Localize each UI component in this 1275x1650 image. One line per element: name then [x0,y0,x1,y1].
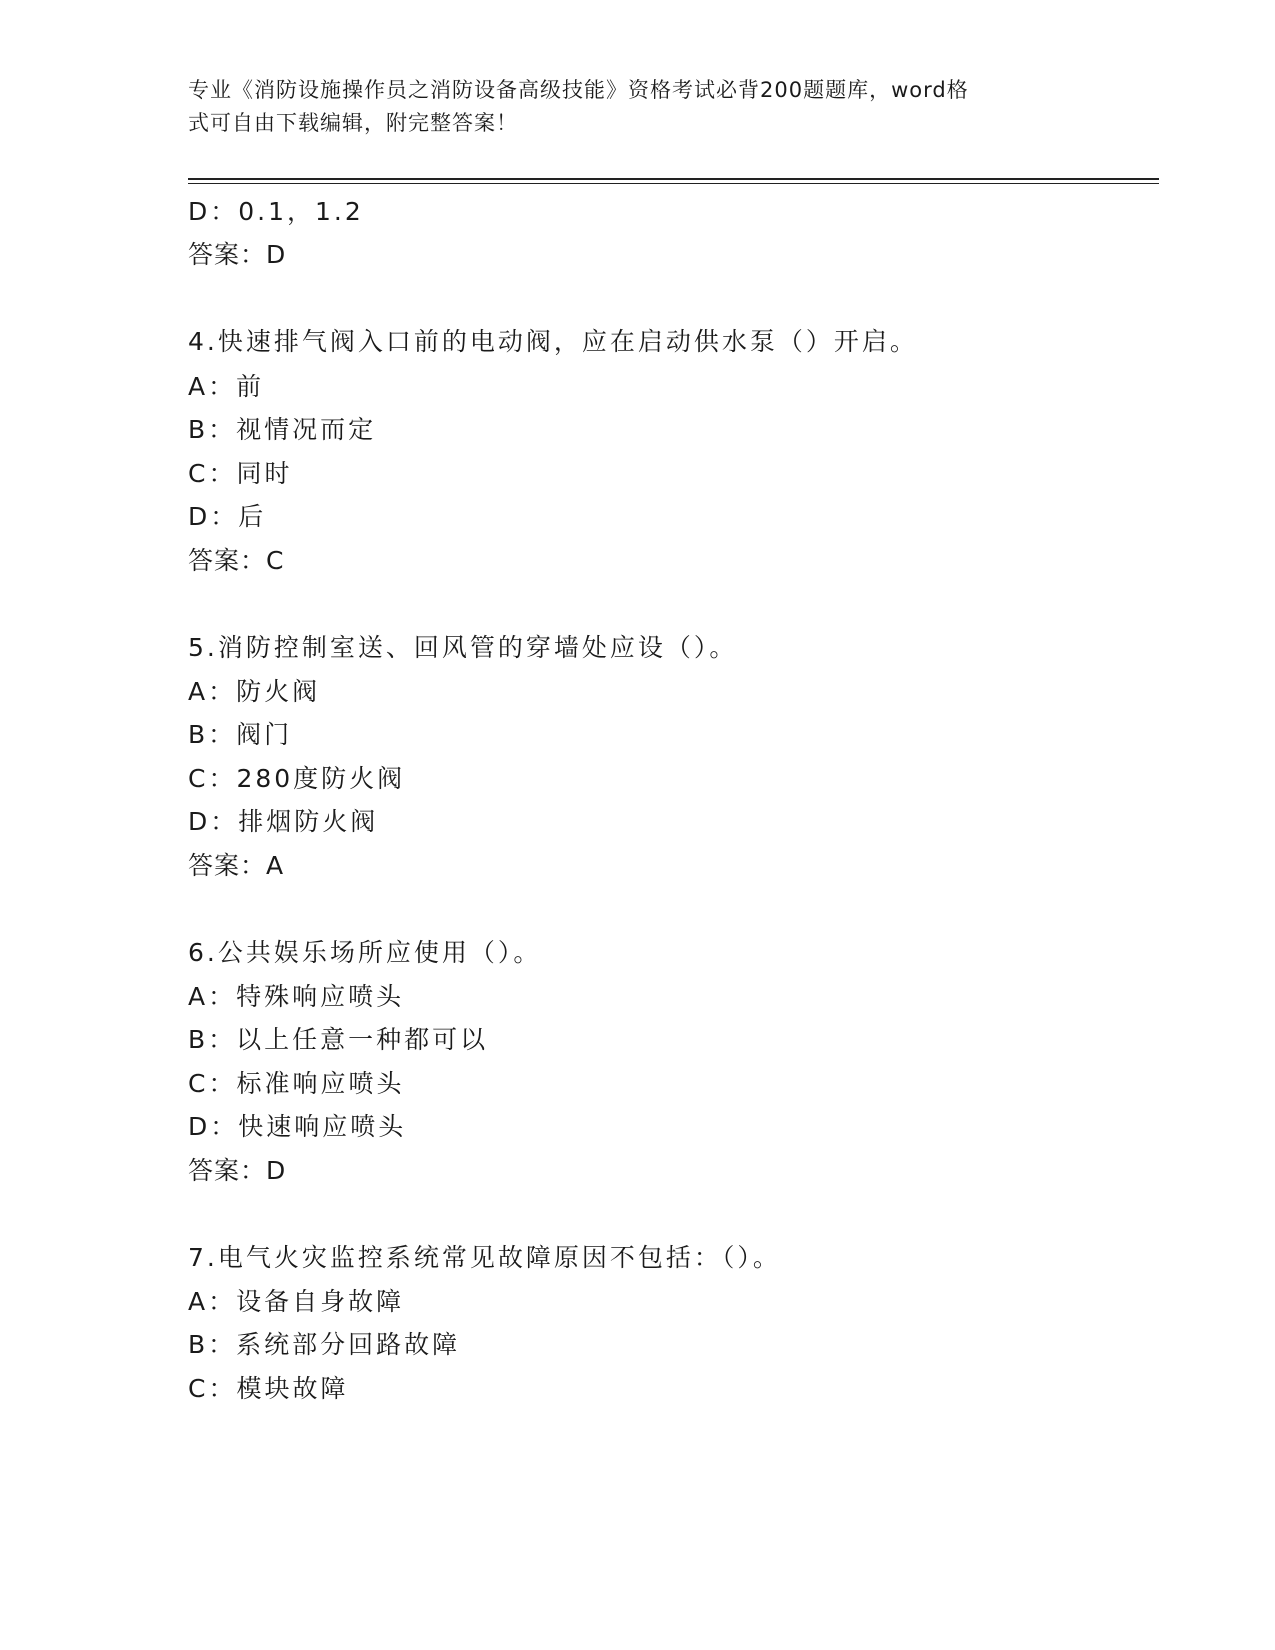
question-4-text: 4.快速排气阀入口前的电动阀，应在启动供水泵（）开启。 [188,327,918,356]
question-6-option-c: C：标准响应喷头 [188,1069,405,1098]
question-6-text: 6.公共娱乐场所应使用（）。 [188,938,542,967]
document-header [188,74,1088,140]
question-5-option-d: D：排烟防火阀 [188,807,379,836]
question-6-option-a: A：特殊响应喷头 [188,982,405,1011]
question-6-option-d: D：快速响应喷头 [188,1112,407,1141]
prev-question-answer: 答案：D [188,240,287,269]
question-7-text: 7.电气火灾监控系统常见故障原因不包括：（）。 [188,1243,781,1272]
question-6-option-b: B：以上任意一种都可以 [188,1025,489,1054]
question-4-option-b: B：视情况而定 [188,415,377,444]
question-5-option-c: C：280度防火阀 [188,764,406,793]
question-7-option-a: A：设备自身故障 [188,1287,405,1316]
header-line-1: 专业《消防设施操作员之消防设备高级技能》资格考试必背200题题库，word格 [188,78,969,102]
question-7-option-b: B：系统部分回路故障 [188,1330,461,1359]
question-7-option-c: C：模块故障 [188,1374,349,1403]
question-5-option-a: A：防火阀 [188,677,321,706]
question-5-option-b: B：阀门 [188,720,293,749]
question-5-text: 5.消防控制室送、回风管的穿墙处应设（）。 [188,633,738,662]
question-6-answer: 答案：D [188,1156,287,1185]
question-4-option-a: A：前 [188,372,265,401]
question-4-option-c: C：同时 [188,459,293,488]
question-5-answer: 答案：A [188,851,285,880]
question-4-answer: 答案：C [188,546,285,575]
header-divider-top [188,178,1159,180]
header-line-2: 式可自由下载编辑，附完整答案！ [188,111,518,135]
question-4-option-d: D：后 [188,502,267,531]
prev-question-option-d: D：0.1，1.2 [188,197,364,226]
header-divider-bottom [188,183,1159,184]
